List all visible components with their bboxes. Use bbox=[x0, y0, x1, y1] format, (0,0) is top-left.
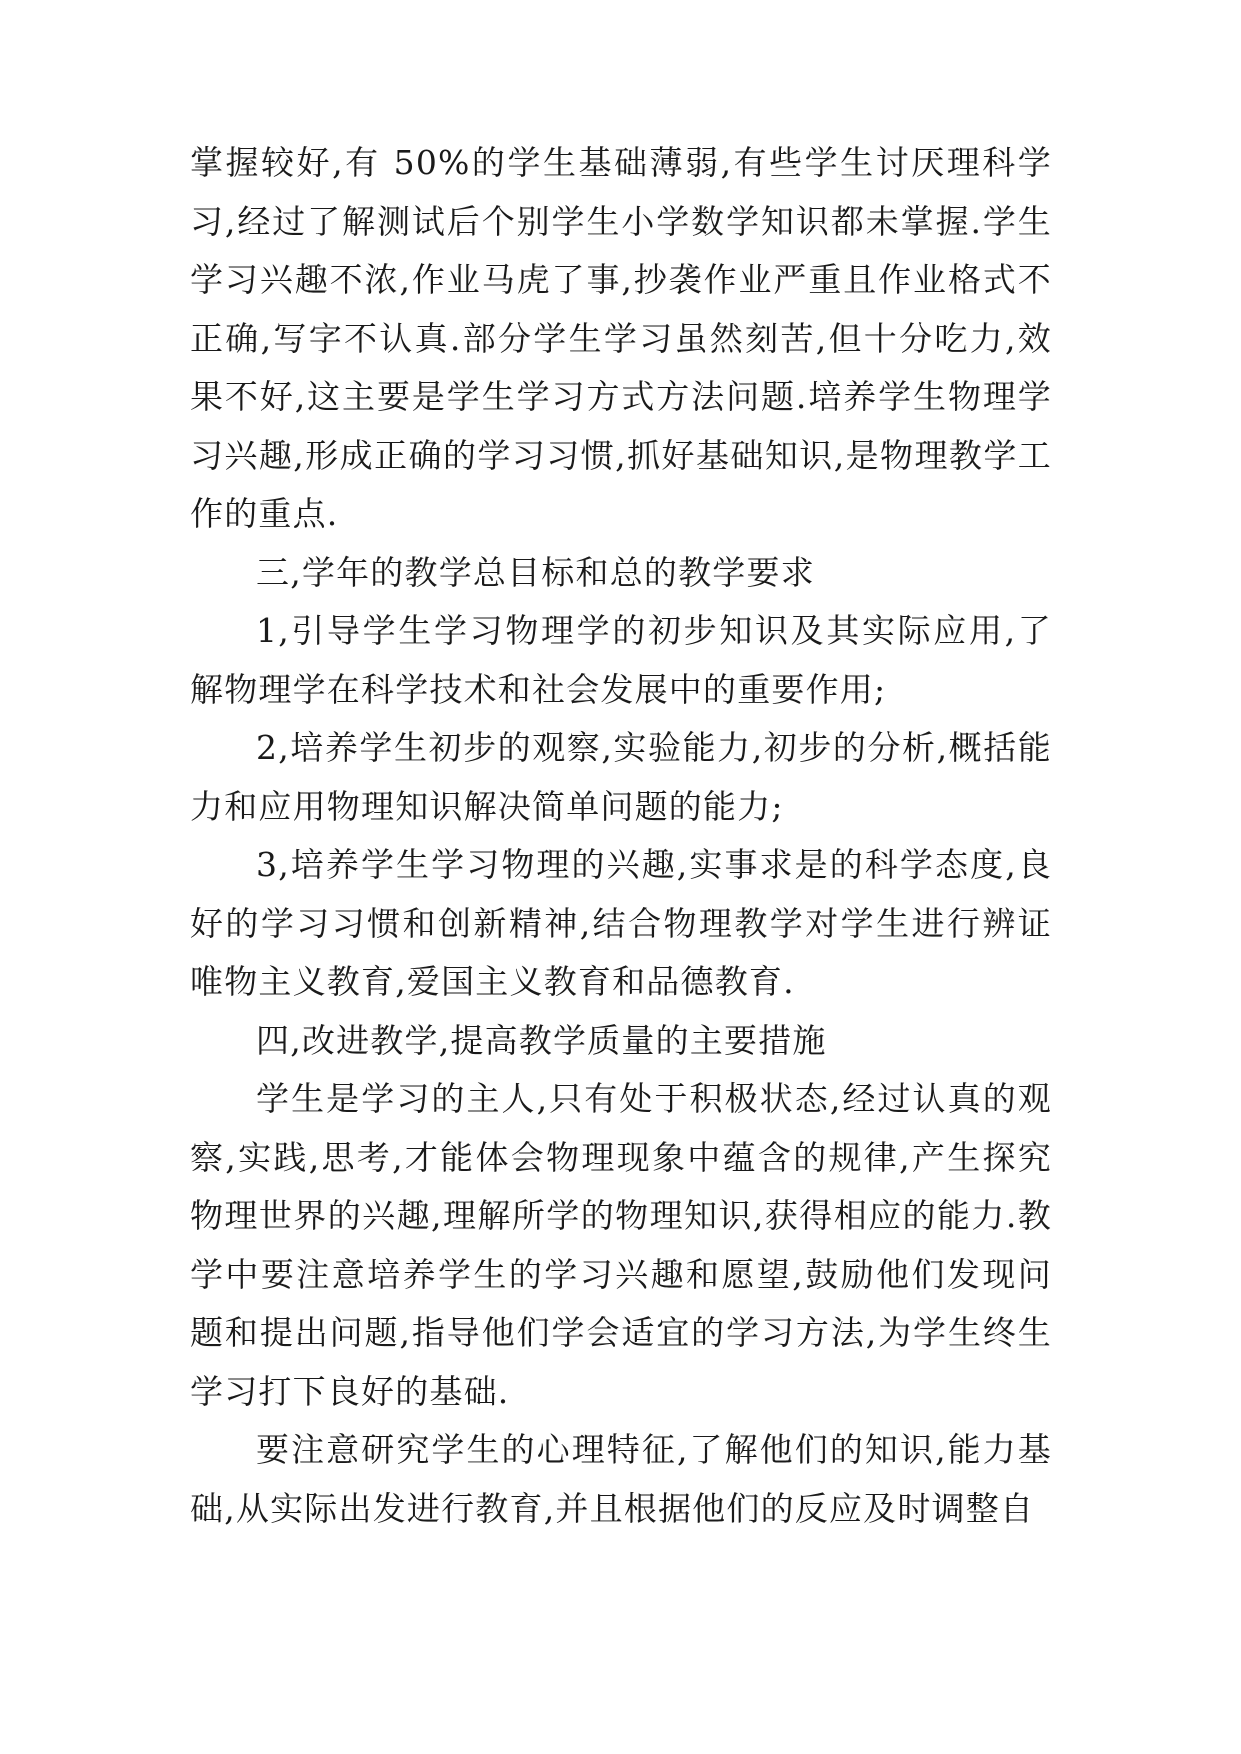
goal-item-2: 2,培养学生初步的观察,实验能力,初步的分析,概括能力和应用物理知识解决简单问题的能力; bbox=[190, 728, 1052, 826]
paragraph-psychology: 要注意研究学生的心理特征,了解他们的知识,能力基础,从实际出发进行教育,并且根据他们的反应及时调整自 bbox=[190, 1430, 1052, 1528]
goal-item-3: 3,培养学生学习物理的兴趣,实事求是的科学态度,良好的学习习惯和创新精神,结合物理教学对学生进行辨证唯物主义教育,爱国主义教育和品德教育. bbox=[190, 845, 1052, 1001]
document-body bbox=[190, 134, 1052, 1538]
section-heading-measures: 四,改进教学,提高教学质量的主要措施 bbox=[256, 1020, 827, 1060]
section-heading-teaching-goals: 三,学年的教学总目标和总的教学要求 bbox=[256, 552, 815, 592]
paragraph-student-situation: 掌握较好,有 50%的学生基础薄弱,有些学生讨厌理科学习,经过了解测试后个别学生小学数学知识都未掌握.学生学习兴趣不浓,作业马虎了事,抄袭作业严重且作业格式不正确,写字不认真.部分学生学习虽然刻苦,但十分吃力,效果不好,这主要是学生学习方式方法问题.培养学生物理学习兴趣,形成正确的学习习惯,抓好基础知识,是物理教学工作的重点. bbox=[190, 143, 1052, 533]
goal-item-1: 1,引导学生学习物理学的初步知识及其实际应用,了解物理学在科学技术和社会发展中的重要作用; bbox=[190, 611, 1052, 709]
paragraph-students-as-masters: 学生是学习的主人,只有处于积极状态,经过认真的观察,实践,思考,才能体会物理现象中蕴含的规律,产生探究物理世界的兴趣,理解所学的物理知识,获得相应的能力.教学中要注意培养学生的学习兴趣和愿望,鼓励他们发现问题和提出问题,指导他们学会适宜的学习方法,为学生终生学习打下良好的基础. bbox=[190, 1079, 1052, 1411]
